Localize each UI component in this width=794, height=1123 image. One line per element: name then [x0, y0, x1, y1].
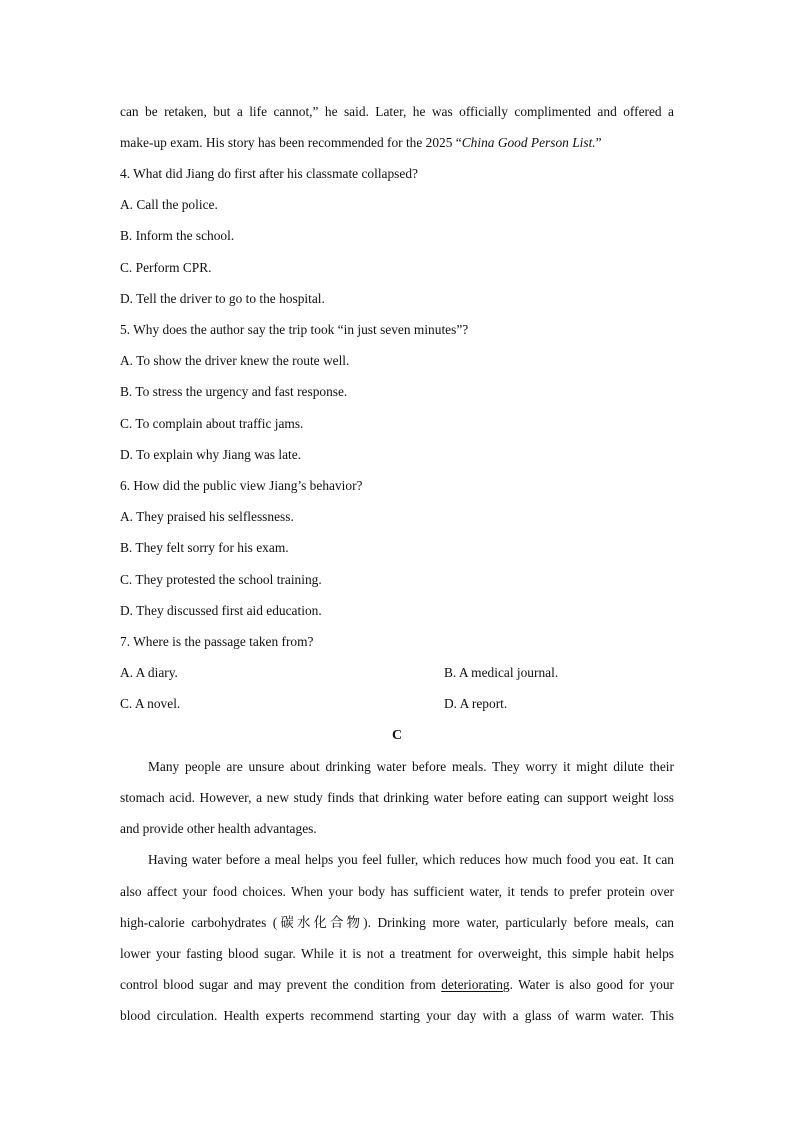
- underlined-word: deteriorating: [441, 977, 510, 992]
- section-heading: C: [391, 728, 403, 743]
- question-4-option-b: B. Inform the school.: [120, 228, 235, 243]
- question-7-option-b: B. A medical journal.: [444, 665, 559, 680]
- question-stem-5: 5. Why does the author say the trip took “in just seven minutes”?: [120, 322, 469, 337]
- passage-b-line: [120, 135, 602, 151]
- paragraph-text: . Water is also good for your: [509, 977, 674, 992]
- paragraph-line: high-calorie carbohydrates (碳水化合物). Drinking more water, particularly before meals, can: [120, 915, 674, 930]
- passage-b-text: ”: [595, 135, 602, 150]
- question-stem-6: 6. How did the public view Jiang’s behavior?: [120, 478, 363, 493]
- question-stem-4: 4. What did Jiang do first after his classmate collapsed?: [120, 166, 418, 181]
- paragraph-line: stomach acid. However, a new study finds that drinking water before eating can support weight loss: [120, 790, 674, 805]
- question-5-option-c: C. To complain about traffic jams.: [120, 416, 304, 431]
- question-6-option-a: A. They praised his selflessness.: [120, 509, 294, 524]
- paragraph-line: blood circulation. Health experts recommend starting your day with a glass of warm water. This: [120, 1008, 674, 1023]
- passage-b-title: China Good Person List.: [461, 135, 596, 150]
- paragraph-line: Having water before a meal helps you feel fuller, which reduces how much food you eat. It can: [148, 852, 674, 867]
- question-5-option-b: B. To stress the urgency and fast response.: [120, 384, 348, 399]
- passage-b-text: make-up exam. His story has been recommended for the 2025 “: [120, 135, 462, 150]
- question-5-option-a: A. To show the driver knew the route well.: [120, 353, 350, 368]
- question-6-option-b: B. They felt sorry for his exam.: [120, 540, 289, 555]
- question-5-option-d: D. To explain why Jiang was late.: [120, 447, 302, 462]
- question-6-option-c: C. They protested the school training.: [120, 572, 322, 587]
- paragraph-line: also affect your food choices. When your body has sufficient water, it tends to prefer protein over: [120, 884, 674, 899]
- question-stem-7: 7. Where is the passage taken from?: [120, 634, 314, 649]
- question-6-option-d: D. They discussed first aid education.: [120, 603, 322, 618]
- paragraph-line: [120, 977, 674, 993]
- question-7-option-d: D. A report.: [444, 696, 508, 711]
- question-4-option-d: D. Tell the driver to go to the hospital.: [120, 291, 325, 306]
- question-4-option-a: A. Call the police.: [120, 197, 218, 212]
- paragraph-line: Many people are unsure about drinking water before meals. They worry it might dilute their: [148, 759, 674, 774]
- paragraph-line: and provide other health advantages.: [120, 821, 317, 836]
- paragraph-line: lower your fasting blood sugar. While it is not a treatment for overweight, this simple habit helps: [120, 946, 674, 961]
- question-4-option-c: C. Perform CPR.: [120, 260, 212, 275]
- paragraph-text: control blood sugar and may prevent the condition from: [120, 977, 442, 992]
- passage-b-line: can be retaken, but a life cannot,” he said. Later, he was officially complimented and offered a: [120, 104, 674, 119]
- question-7-option-a: A. A diary.: [120, 665, 178, 680]
- question-7-option-c: C. A novel.: [120, 696, 181, 711]
